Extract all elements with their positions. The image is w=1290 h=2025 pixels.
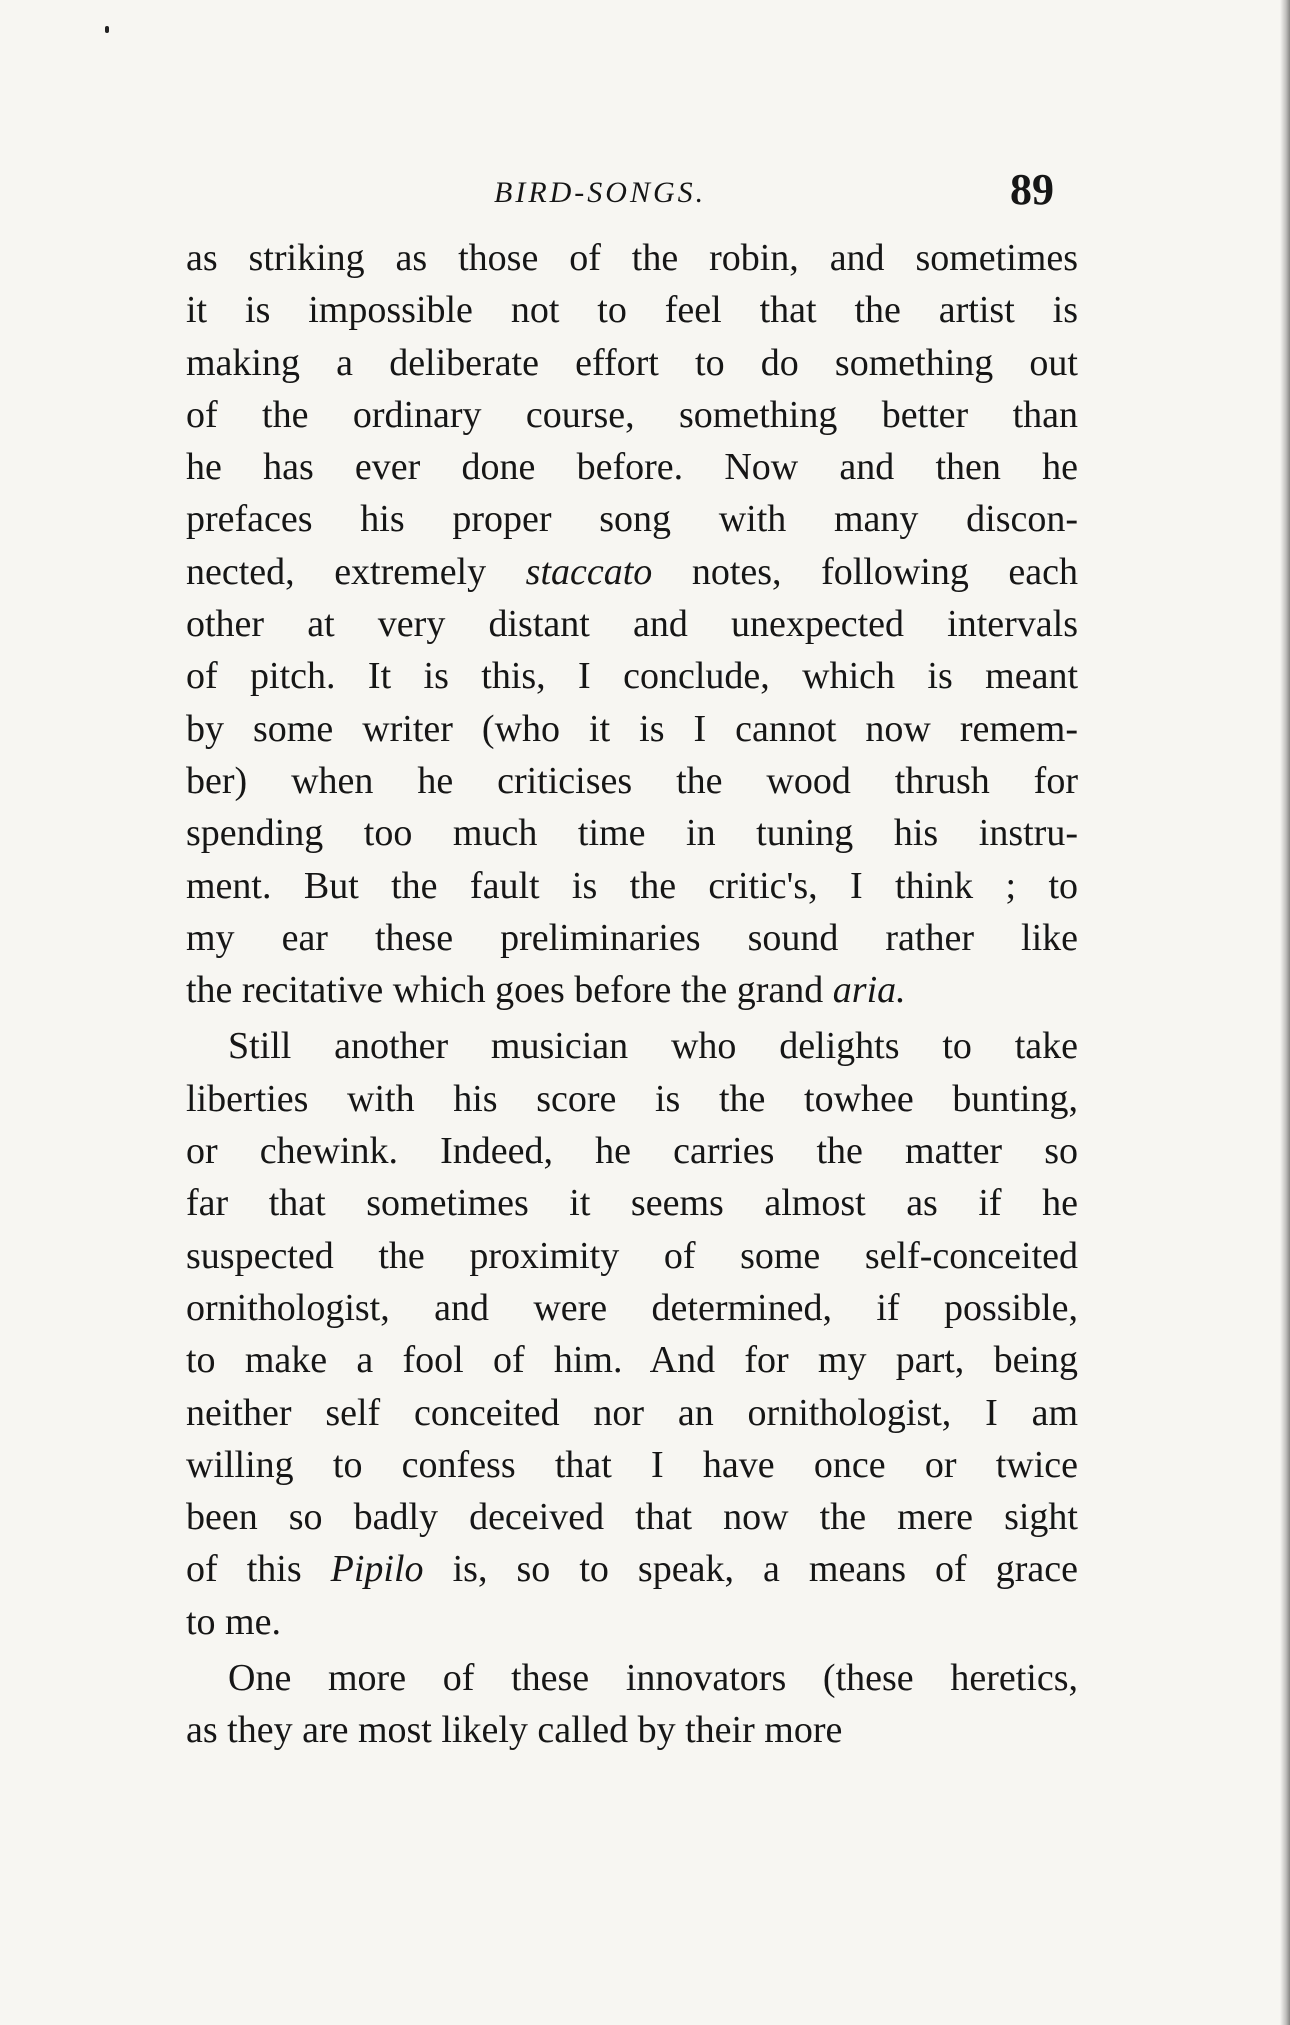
text-line: to make a fool of him. And for my part, being	[186, 1339, 1078, 1382]
text-line: ment. But the fault is the critic's, I think ; to	[186, 864, 1078, 907]
text-line: of pitch. It is this, I conclude, which is meant	[186, 655, 1078, 698]
text-line: Still another musician who delights to take	[228, 1025, 1078, 1068]
text-line: making a deliberate effort to do something out	[186, 341, 1078, 384]
text-line: by some writer (who it is I cannot now remem-	[186, 707, 1078, 750]
page-edge-shadow	[1280, 0, 1290, 2025]
paragraph	[186, 1652, 1078, 1757]
text-line: willing to confess that I have once or twice	[186, 1443, 1078, 1486]
text-line: far that sometimes it seems almost as if he	[186, 1182, 1078, 1225]
text-line: of the ordinary course, something better than	[186, 393, 1078, 436]
text-line: my ear these preliminaries sound rather like	[186, 916, 1078, 959]
paragraph	[186, 1020, 1078, 1648]
page-number: 89	[1010, 165, 1054, 214]
running-head: BIRD-SONGS.	[494, 176, 707, 209]
text-line: liberties with his score is the towhee bunting,	[186, 1077, 1078, 1120]
text-line: to me.	[186, 1600, 281, 1643]
text-line: ber) when he criticises the wood thrush for	[186, 759, 1078, 802]
text-line: been so badly deceived that now the mere sight	[186, 1496, 1078, 1539]
text-line: or chewink. Indeed, he carries the matter so	[186, 1130, 1078, 1173]
text-line: as they are most likely called by their more	[186, 1709, 843, 1752]
text-line: as striking as those of the robin, and sometimes	[186, 237, 1078, 279]
text-line: neither self conceited nor an ornithologist, I am	[186, 1391, 1078, 1434]
text-line: One more of these innovators (these heretics,	[228, 1657, 1078, 1700]
paragraph	[186, 232, 1078, 1016]
text-line: of this Pipilo is, so to speak, a means of grace	[186, 1548, 1078, 1591]
page-header	[190, 160, 1080, 220]
text-line: ornithologist, and were determined, if possible,	[186, 1286, 1078, 1329]
text-line: it is impossible not to feel that the artist is	[186, 289, 1078, 332]
text-line: the recitative which goes before the grand aria.	[186, 969, 906, 1012]
text-line: nected, extremely staccato notes, following each	[186, 550, 1078, 593]
body-text	[186, 232, 1078, 1757]
text-line: prefaces his proper song with many discon-	[186, 498, 1078, 541]
text-line: spending too much time in tuning his instru-	[186, 812, 1078, 855]
ink-speck	[105, 26, 109, 33]
text-line: other at very distant and unexpected intervals	[186, 603, 1078, 646]
text-line: suspected the proximity of some self-conceited	[186, 1234, 1078, 1277]
text-line: he has ever done before. Now and then he	[186, 446, 1078, 489]
